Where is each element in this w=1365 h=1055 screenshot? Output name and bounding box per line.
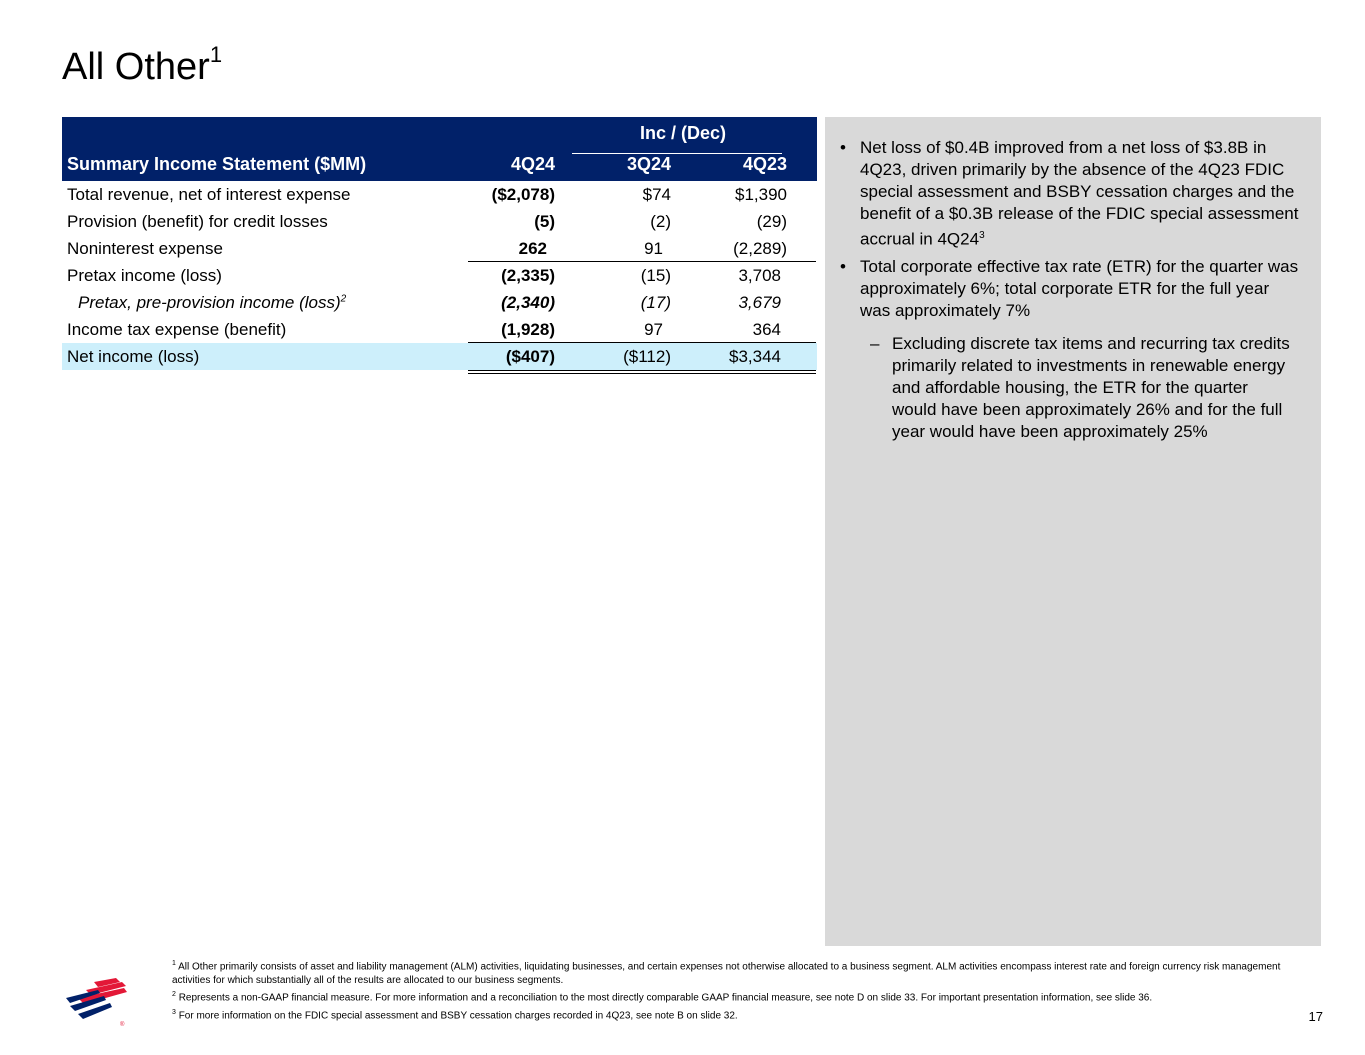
row-label: Pretax income (loss) — [67, 266, 222, 285]
table-row — [62, 235, 817, 262]
table-row — [62, 316, 817, 343]
header-4q23: 4Q23 — [742, 154, 787, 174]
row-label: Noninterest expense — [67, 239, 223, 258]
row-4q23: $3,344 — [729, 347, 781, 366]
bank-flag-logo-icon — [64, 976, 130, 1028]
commentary-panel — [825, 117, 1321, 946]
row-4q23: (2,289) — [733, 239, 787, 258]
row-4q24: ($407) — [505, 347, 555, 366]
row-4q23: 3,679 — [738, 293, 781, 312]
row-label: Pretax, pre-provision income (loss)$^2$ — [78, 293, 347, 312]
commentary-subbullet: – Excluding discrete tax items and recurring tax credits primarily related to investments in renewable energy and affordable housing, the ETR for the quarter would have been approximately 26% and for the full year would have been approximately 25% — [870, 334, 1290, 441]
footnote: $^1$ All Other primarily consists of asset and liability management (ALM) activities, liquidating businesses, and certain expenses not otherwise allocated to a business segment. ALM activities encompass interest rate and foreign currency risk management activities for which substantially all of the results are allocated to our business segments. — [172, 960, 1281, 987]
header-label: Summary Income Statement ($MM) — [67, 154, 367, 174]
row-4q23: 364 — [752, 320, 781, 339]
table-row-net-income — [62, 343, 817, 370]
row-4q24: 262 — [518, 239, 547, 258]
header-group-label: Inc / (Dec) — [639, 123, 727, 143]
row-4q23: (29) — [756, 212, 787, 231]
page-number: 17 — [1308, 1009, 1323, 1024]
table-row — [62, 289, 817, 316]
row-4q24: (5) — [534, 212, 555, 231]
footnote: $^3$ For more information on the FDIC special assessment and BSBY cessation charges recorded in 4Q23, see note B on slide 32. — [172, 1008, 738, 1021]
total-double-rule — [468, 370, 816, 374]
table-header — [62, 117, 817, 181]
row-4q23: $1,390 — [735, 185, 787, 204]
row-3q24: (15) — [640, 266, 671, 285]
row-3q24: ($112) — [623, 347, 671, 366]
row-4q24: (2,340) — [501, 293, 555, 312]
row-3q24: 97 — [644, 320, 663, 339]
summary-income-table — [62, 117, 817, 370]
footnote: $^2$ Represents a non-GAAP financial measure. For more information and a reconciliation to the most directly comparable GAAP financial measure, see note D on slide 33. For important presentation information, see slide 36. — [172, 991, 1153, 1004]
row-4q23: 3,708 — [738, 266, 781, 285]
row-4q24: (1,928) — [501, 320, 555, 339]
table-row — [62, 262, 817, 289]
row-3q24: $74 — [642, 185, 671, 204]
page-title: All Other$^1$ — [62, 42, 223, 88]
table-row — [62, 181, 817, 208]
header-4q24: 4Q24 — [510, 154, 555, 174]
row-4q24: (2,335) — [501, 266, 555, 285]
commentary-bullet: • Net loss of $0.4B improved from a net loss of $3.8B in 4Q23, driven primarily by the absence of the 4Q23 FDIC special assessment and BSBY cessation charges and the benefit of a $0.3B release of the FDIC special assessment accrual in $4Q24^3$ — [840, 138, 1299, 249]
row-label: Income tax expense (benefit) — [67, 320, 287, 339]
header-3q24: 3Q24 — [626, 154, 671, 174]
svg-text:®: ® — [120, 1022, 125, 1028]
row-label: Total revenue, net of interest expense — [67, 185, 351, 204]
commentary-bullet: • Total corporate effective tax rate (ETR) for the quarter was approximately 6%; total corporate ETR for the full year was approximately 7% — [840, 257, 1299, 320]
row-3q24: 91 — [644, 239, 663, 258]
row-4q24: ($2,078) — [491, 185, 555, 204]
row-label: Net income (loss) — [67, 347, 200, 366]
footnotes — [172, 957, 1297, 1023]
row-label: Provision (benefit) for credit losses — [67, 212, 328, 231]
table-row — [62, 208, 817, 235]
row-3q24: (17) — [640, 293, 671, 312]
row-3q24: (2) — [650, 212, 671, 231]
